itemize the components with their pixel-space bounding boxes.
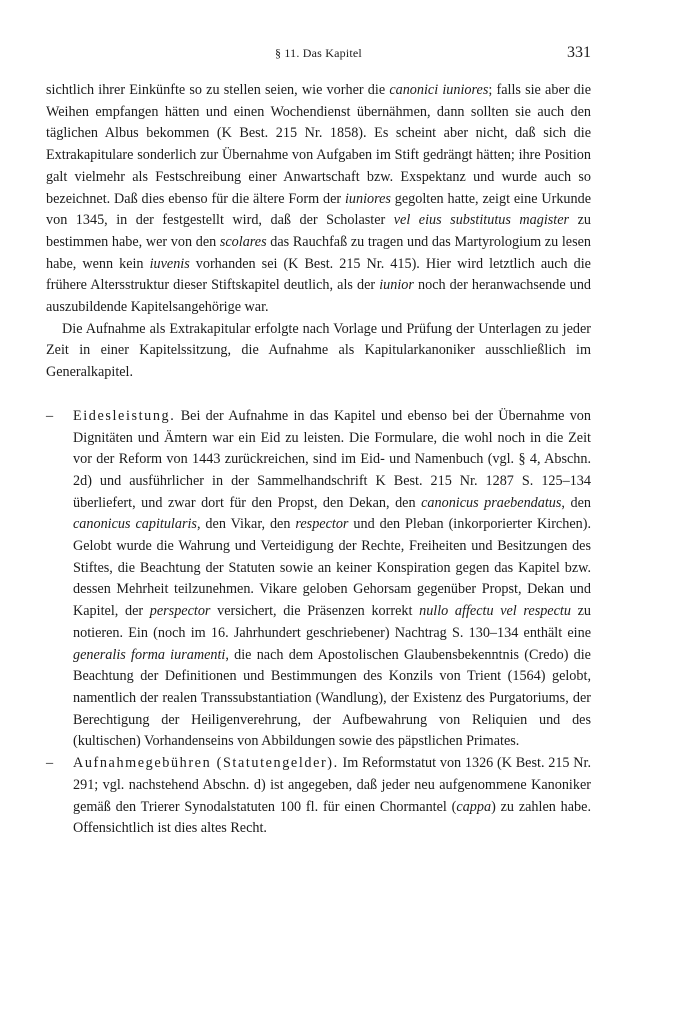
paragraph-1: sichtlich ihrer Einkünfte so zu stellen seien, wie vorher die canonici iuniores; falls sie aber die Weihen empfangen hätten und einen Wochendienst übernähmen, dann sollten sie auch den täglichen Albus bekommen (K Best. 215 Nr. 1858). Es scheint aber nicht, daß sich die Extrakapitulare sonderlich zur Übernahme von Aufgaben im Stift gedrängt hätten; ihre Position galt vielmehr als Festschreibung einer Anwartschaft bzw. Exspektanz und wurde auch so bezeichnet. Daß dies ebenso für die ältere Form der iuniores gegolten hatte, zeigt eine Urkunde von 1345, in der festgestellt wird, daß der Scholaster vel eius substitutus magister zu bestimmen habe, wer von den scolares das Rauchfaß zu tragen und das Martyrologium zu lesen habe, wenn kein iuvenis vorhanden sei (K Best. 215 Nr. 415). Hier wird letztlich auch die frühere Altersstruktur dieser Stiftskapitel deutlich, als der iunior noch der heranwachsende und auszubildende Kapitelsangehörige war.: [46, 82, 592, 316]
list-dash: –: [46, 407, 54, 424]
item-heading: Aufnahmegebühren (Statutengelder).: [73, 755, 339, 772]
item-heading: Eidesleistung.: [73, 407, 176, 424]
list-item-aufnahmegebuehren: [46, 753, 591, 840]
list-item-text: Eidesleistung. Bei der Aufnahme in das Kapitel und ebenso bei der Übernahme von Dignitäten und Ämtern war ein Eid zu leisten. Die Formulare, die wohl noch in die Zeit vor der Reform von 1443 zurückreichen, sind im Eid- und Namenbuch (vgl. § 4, Abschn. 2d) und ausführlicher in der Sammelhandschrift K Best. 215 Nr. 1287 S. 125–134 überliefert, und zwar dort für den Propst, den Dekan, den canonicus praebendatus, den canonicus capitularis, den Vikar, den respector und den Pleban (inkorporierter Kirchen). Gelobt wurde die Wahrung und Verteidigung der Rechte, Freiheiten und Besitzungen des Stiftes, die Beachtung der Statuten sowie an keiner Konspiration gegen das Kapitel bzw. dessen Mehrheit teilzunehmen. Vikare geloben Gehorsam gegenüber Propst, Dekan und Kapitel, der perspector versichert, die Präsenzen korrekt nullo affectu vel respectu zu notieren. Ein (noch im 16. Jahrhundert geschriebener) Nachtrag S. 130–134 enthält eine generalis forma iuramenti, die nach dem Apostolischen Glaubensbekenntnis (Credo) die Beachtung der Definitionen und Bestimmungen des Konzils von Trient (1564) gelobt, namentlich der realen Transsubstantiation (Wandlung), der Existenz des Purgatoriums, der Berechtigung der Heiligenverehrung, der Aufbewahrung von Reliquien und des (kultischen) Vorhandenseins von Abbildungen sowie des päpstlichen Primates.: [73, 407, 592, 750]
running-head: § 11. Das Kapitel: [275, 46, 362, 60]
paragraph-2: Die Aufnahme als Extrakapitular erfolgte nach Vorlage und Prüfung der Unterlagen zu jeder Zeit in einer Kapitelssitzung, die Aufnahme als Kapitularkanoniker ausschließlich im Generalkapitel.: [46, 320, 591, 381]
page-header: [46, 44, 591, 64]
body-text: [46, 80, 591, 840]
list-item-text: Aufnahmegebühren (Statutengelder). Im Reformstatut von 1326 (K Best. 215 Nr. 291; vgl. nachstehend Abschn. d) ist angegeben, daß jeder neu aufgenommene Kanoniker gemäß den Trierer Synodalstatuten 100 fl. für einen Chormantel (cappa) zu zahlen habe. Offensichtlich ist dies altes Recht.: [73, 755, 591, 837]
list-dash: –: [46, 755, 54, 772]
page-number: 331: [567, 44, 591, 61]
list-item-eidesleistung: [46, 406, 591, 753]
section-gap: [46, 384, 591, 406]
